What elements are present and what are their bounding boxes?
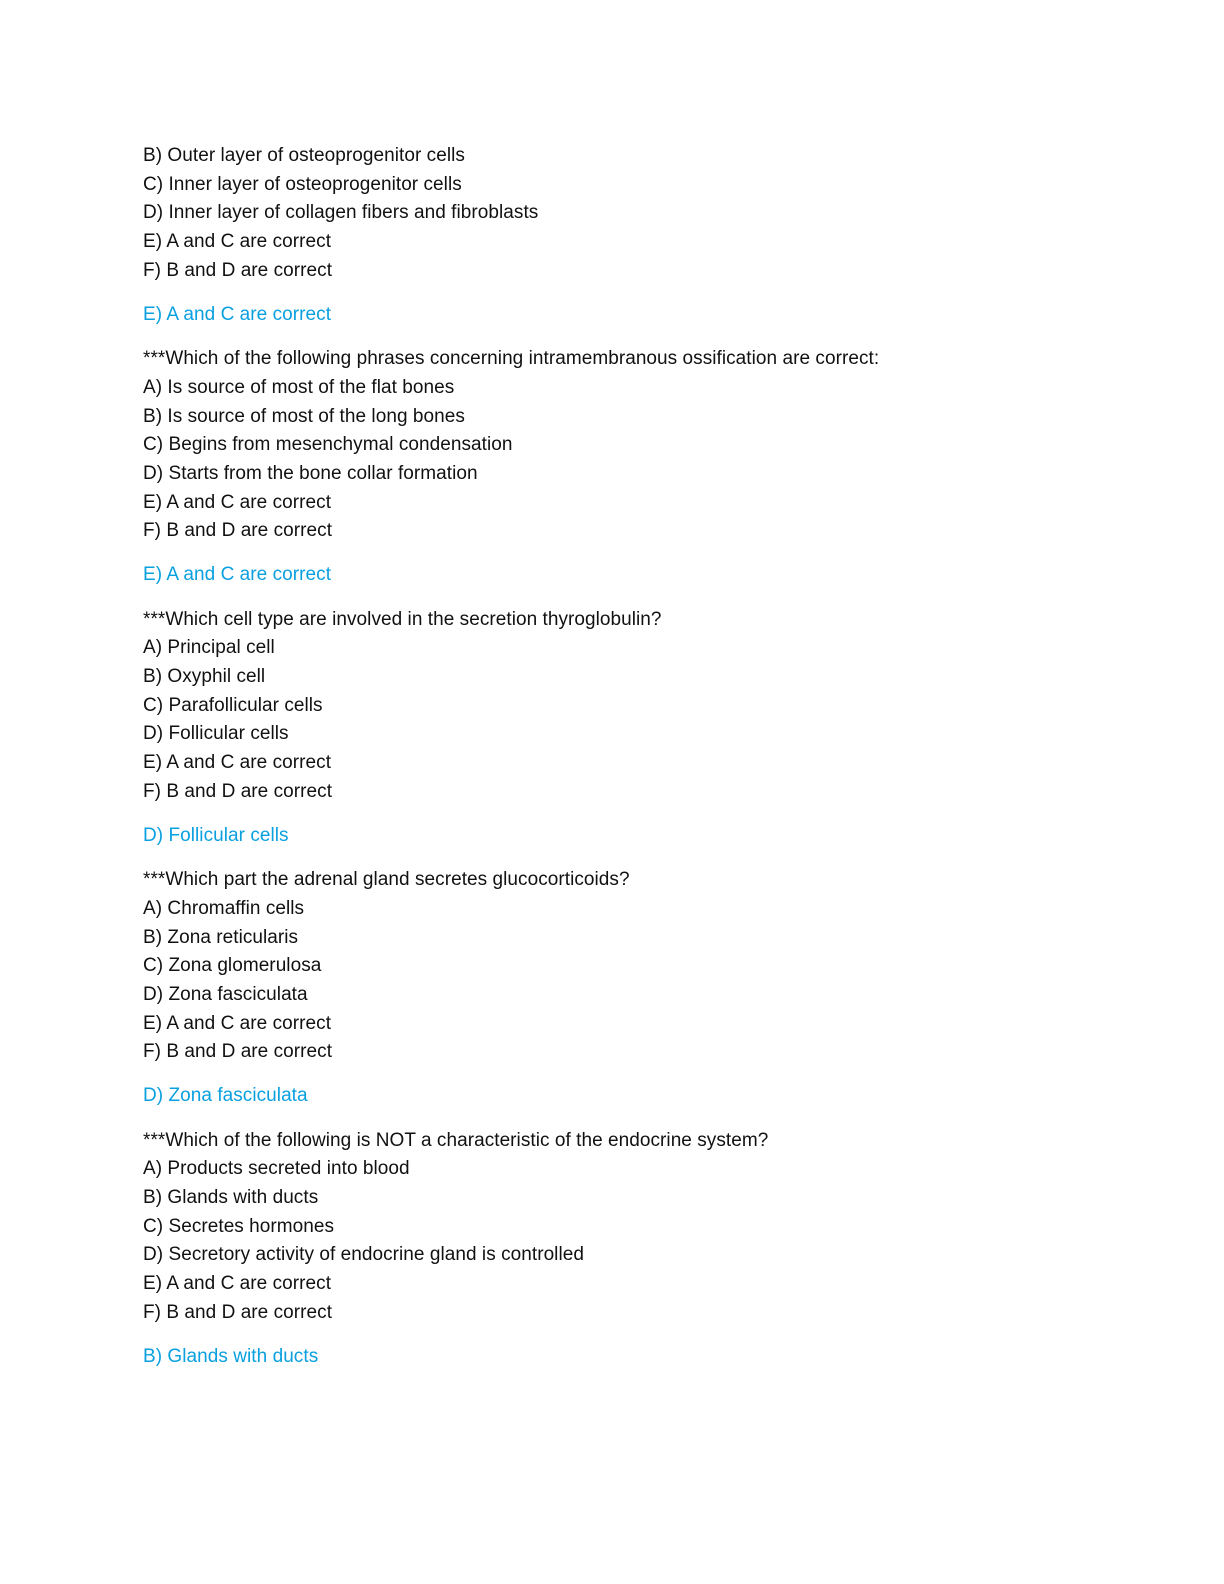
option-line: D) Zona fasciculata — [143, 983, 308, 1005]
option-line: F) B and D are correct — [143, 259, 333, 281]
option-line: C) Inner layer of osteoprogenitor cells — [143, 173, 462, 195]
option-line: E) A and C are correct — [143, 231, 332, 253]
option-line: A) Chromaffin cells — [143, 897, 305, 919]
question-block-0 — [143, 142, 1103, 330]
option-line: E) A and C are correct — [143, 1273, 332, 1295]
answer-line: E) A and C are correct — [143, 564, 332, 586]
document-page — [143, 142, 1103, 1387]
option-line: B) Outer layer of osteoprogenitor cells — [143, 145, 465, 166]
option-line: F) B and D are correct — [143, 780, 333, 802]
option-line: F) B and D are correct — [143, 520, 333, 542]
option-line: D) Starts from the bone collar formation — [143, 462, 478, 484]
option-line: B) Is source of most of the long bones — [143, 405, 465, 427]
option-line: A) Products secreted into blood — [143, 1158, 410, 1180]
option-line: B) Zona reticularis — [143, 926, 299, 948]
question-block-4 — [143, 1127, 1103, 1372]
question-text: ***Which of the following phrases concerning intramembranous ossification are correct: — [143, 348, 880, 370]
option-line: C) Parafollicular cells — [143, 694, 323, 716]
option-line: A) Is source of most of the flat bones — [143, 376, 455, 398]
option-line: C) Secretes hormones — [143, 1215, 335, 1237]
option-line: F) B and D are correct — [143, 1301, 333, 1323]
question-block-3 — [143, 866, 1103, 1111]
option-line: D) Follicular cells — [143, 723, 289, 745]
option-line: F) B and D are correct — [143, 1041, 333, 1063]
option-line: E) A and C are correct — [143, 752, 332, 774]
answer-line: D) Zona fasciculata — [143, 1085, 308, 1107]
option-line: B) Glands with ducts — [143, 1187, 319, 1208]
option-line: B) Oxyphil cell — [143, 666, 266, 687]
option-line: E) A and C are correct — [143, 491, 332, 513]
option-line: A) Principal cell — [143, 637, 275, 659]
answer-line: D) Follicular cells — [143, 824, 289, 846]
option-line: D) Inner layer of collagen fibers and fibroblasts — [143, 202, 539, 224]
question-text: ***Which of the following is NOT a characteristic of the endocrine system? — [143, 1129, 769, 1151]
option-line: D) Secretory activity of endocrine gland is controlled — [143, 1244, 584, 1266]
question-block-1 — [143, 345, 1103, 590]
option-line: C) Zona glomerulosa — [143, 955, 322, 977]
option-line: E) A and C are correct — [143, 1012, 332, 1034]
option-line: C) Begins from mesenchymal condensation — [143, 434, 513, 456]
question-text: ***Which part the adrenal gland secretes glucocorticoids? — [143, 869, 630, 891]
answer-line: E) A and C are correct — [143, 303, 332, 325]
answer-line: B) Glands with ducts — [143, 1345, 319, 1367]
question-block-2 — [143, 606, 1103, 851]
question-text: ***Which cell type are involved in the secretion thyroglobulin? — [143, 608, 662, 630]
